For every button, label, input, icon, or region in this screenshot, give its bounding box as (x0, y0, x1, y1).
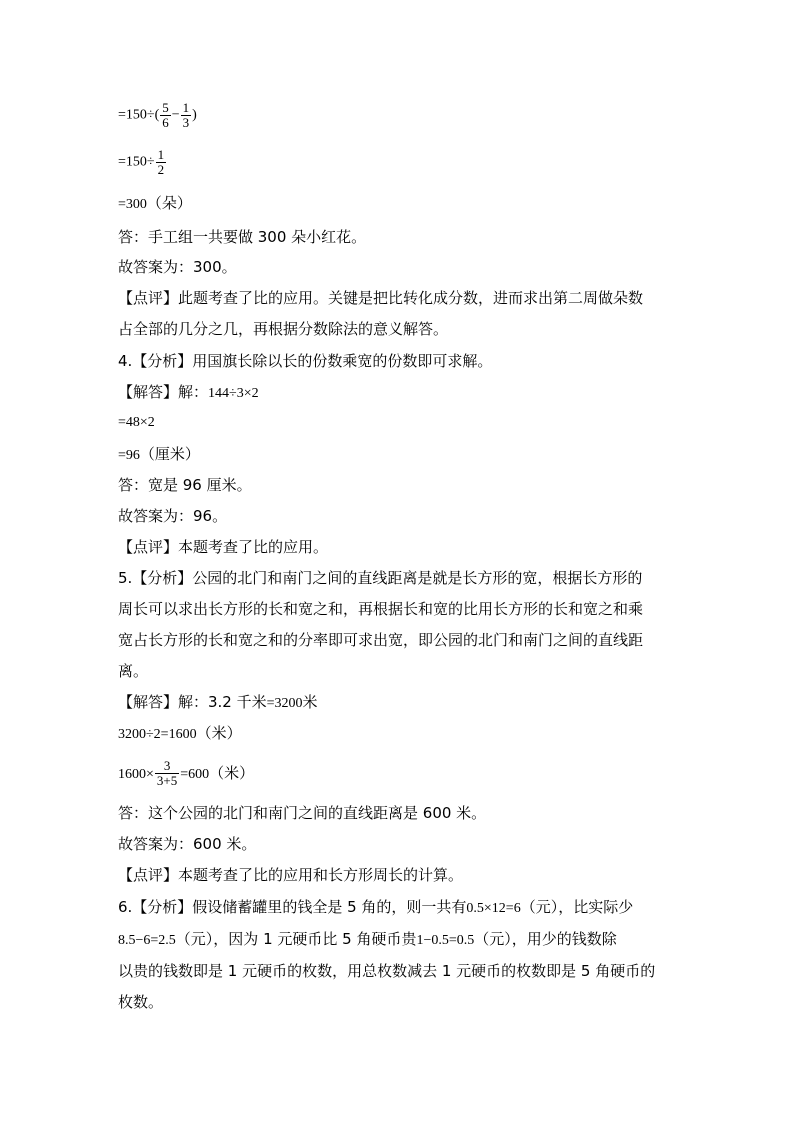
math-text: ) (192, 107, 197, 123)
numerator: 1 (157, 147, 165, 162)
equation-line-2 (118, 148, 167, 177)
math-text: 144÷3×2 (208, 386, 259, 401)
math-text: 8.5−6=2.5 (118, 933, 176, 948)
math-text: 3200÷2=1600 (118, 727, 197, 742)
answer-line: 答：宽是 96 厘米。 (118, 476, 252, 494)
final-answer-line: 故答案为：96。 (118, 507, 228, 525)
unit-text: （米） (209, 764, 255, 782)
solution-label: 【解答】解：3.2 千米 (118, 693, 267, 711)
numerator: 1 (182, 100, 190, 115)
math-text: 1−0.5=0.5 (416, 933, 475, 948)
solution-label: 【解答】解： (118, 383, 209, 401)
math-text: 0.5×12=6 (466, 901, 521, 916)
math-text: 1600× (118, 767, 154, 782)
math-text: =150÷( (118, 107, 160, 123)
analysis-line: 5.【分析】公园的北门和南门之间的直线距离是就是长方形的宽，根据长方形的 (118, 569, 643, 587)
denominator: 6 (162, 115, 169, 130)
analysis-line-continued: 离。 (118, 662, 149, 680)
equation-line (118, 759, 254, 788)
analysis-text: （元），用少的钱数除 (474, 930, 617, 948)
answer-line: 答：这个公园的北门和南门之间的直线距离是 600 米。 (118, 804, 487, 822)
analysis-text: 6.【分析】假设储蓄罐里的钱全是 5 角的，则一共有 (118, 898, 467, 916)
comment-line: 【点评】本题考查了比的应用和长方形周长的计算。 (118, 866, 464, 884)
analysis-line: 4.【分析】用国旗长除以长的份数乘宽的份数即可求解。 (118, 352, 493, 370)
analysis-line (118, 896, 633, 920)
solution-line (118, 691, 318, 715)
equation-line-3 (118, 192, 192, 216)
denominator: 3 (182, 115, 190, 130)
fraction (160, 101, 171, 130)
analysis-text: （元），比实际少 (520, 898, 634, 916)
answer-line: 答：手工组一共要做 300 朵小红花。 (118, 228, 367, 246)
final-answer-line: 故答案为：300。 (118, 258, 237, 276)
math-text: − (171, 107, 180, 123)
math-text: =600 (180, 767, 210, 782)
denominator: 3+5 (156, 773, 178, 788)
fraction (181, 101, 192, 130)
analysis-line-continued: 枚数。 (118, 993, 164, 1011)
math-text: =3200 (266, 696, 303, 711)
analysis-text: （元），因为 1 元硬币比 5 角硬币贵 (175, 930, 417, 948)
fraction (155, 759, 179, 788)
math-text: =150÷ (118, 154, 155, 170)
fraction (156, 148, 167, 177)
unit-text: （厘米） (139, 445, 200, 463)
solution-line (118, 381, 259, 405)
final-answer-line: 故答案为：600 米。 (118, 835, 257, 853)
unit-text: （米） (196, 724, 242, 742)
comment-line-continued: 占全部的几分之几，再根据分数除法的意义解答。 (118, 320, 449, 338)
analysis-line-continued: 宽占长方形的长和宽之和的分率即可求出宽，即公园的北门和南门之间的直线距 (118, 631, 644, 649)
analysis-line-continued: 以贵的钱数即是 1 元硬币的枚数，用总枚数减去 1 元硬币的枚数即是 5 角硬币的 (118, 962, 656, 980)
numerator: 3 (155, 759, 179, 774)
equation-line-1 (118, 101, 197, 130)
math-text: =300 (118, 197, 147, 212)
equation-line (118, 722, 242, 746)
math-text: =96 (118, 448, 140, 463)
equation-line: =48×2 (118, 415, 155, 430)
analysis-line-continued (118, 928, 617, 952)
comment-line: 【点评】此题考查了比的应用。关键是把比转化成分数，进而求出第二周做朵数 (118, 289, 644, 307)
unit-text: 米 (302, 693, 318, 711)
analysis-line-continued: 周长可以求出长方形的长和宽之和，再根据长和宽的比用长方形的长和宽之和乘 (118, 600, 644, 618)
equation-line (118, 443, 200, 467)
denominator: 2 (157, 162, 165, 177)
unit-text: （朵） (146, 194, 192, 212)
numerator: 5 (162, 100, 169, 115)
comment-line: 【点评】本题考查了比的应用。 (118, 538, 329, 556)
